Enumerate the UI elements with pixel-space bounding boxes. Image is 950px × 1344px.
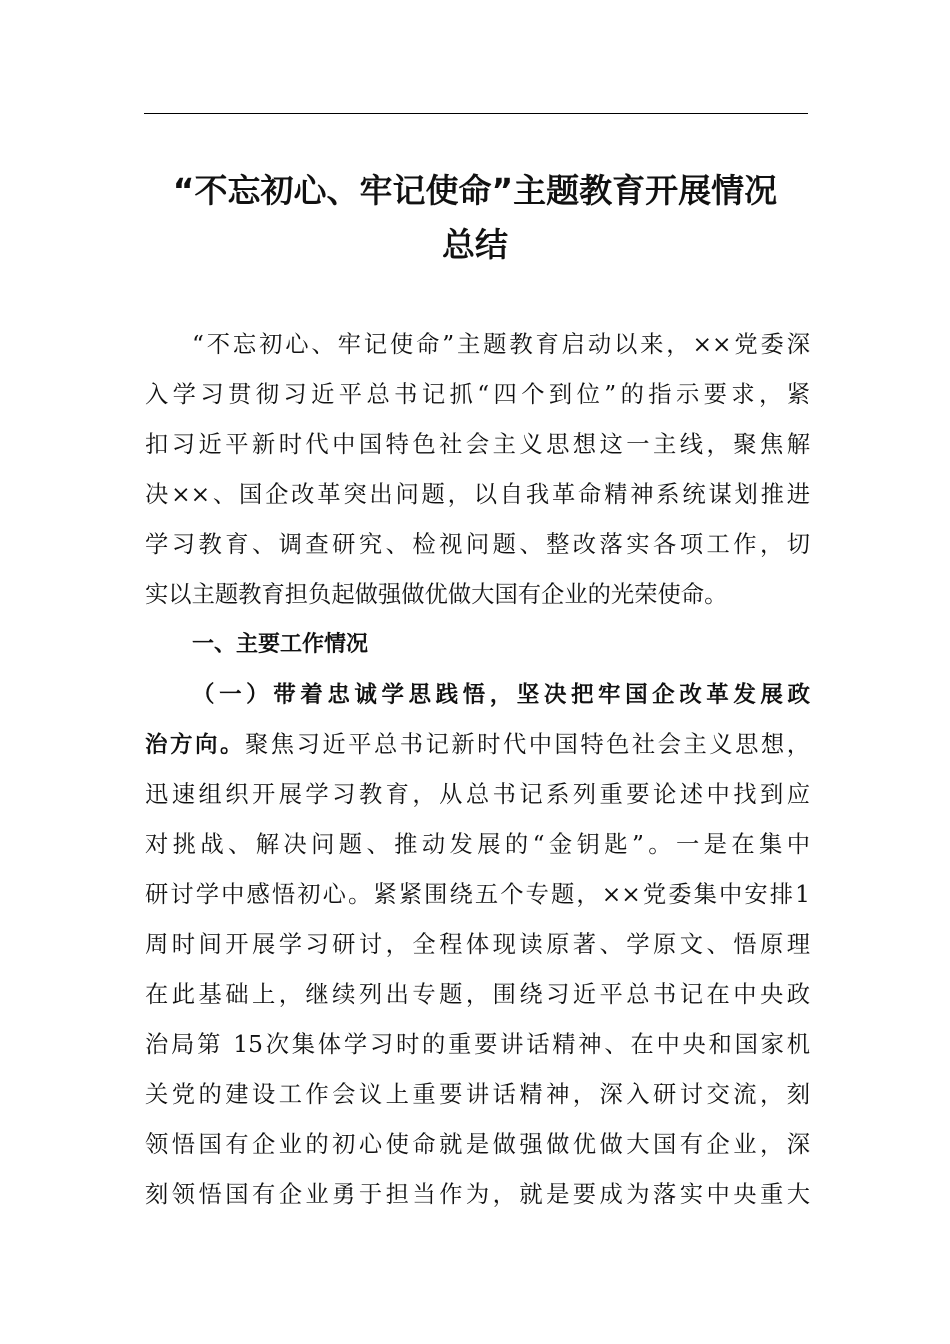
intro-line: 学习教育、调查研究、检视问题、整改落实各项工作，切 — [145, 531, 810, 558]
subsection-heading-line: （一）带着忠诚学思践悟，坚决把牢国企改革发展政 — [192, 682, 810, 708]
body-line: 周时间开展学习研讨，全程体现读原著、学原文、悟原理 — [145, 931, 810, 958]
doc-title-line2: 总结 — [442, 225, 508, 264]
body-line: 领悟国有企业的初心使命就是做强做优做大国有企业，深 — [145, 1131, 810, 1158]
body-line: 对挑战、解决问题、推动发展的“金钥匙”。一是在集中 — [145, 831, 810, 858]
body-line: 治局第 15次集体学习时的重要讲话精神、在中央和国家机 — [145, 1031, 810, 1058]
intro-line: 实以主题教育担负起做强做优做大国有企业的光荣使命。 — [145, 581, 728, 608]
subsection-line — [145, 720, 810, 770]
body-line: 研讨学中感悟初心。紧紧围绕五个专题，××党委集中安排1 — [145, 881, 810, 908]
subsection-heading-end: 治方向。 — [145, 732, 245, 758]
body-line: 在此基础上，继续列出专题，围绕习近平总书记在中央政 — [145, 981, 810, 1008]
intro-line: 扣习近平新时代中国特色社会主义思想这一主线，聚焦解 — [145, 431, 810, 458]
header-rule — [144, 113, 808, 114]
intro-line: “不忘初心、牢记使命”主题教育启动以来，××党委深 — [192, 331, 810, 358]
subsection-text: 聚焦习近平总书记新时代中国特色社会主义思想， — [245, 731, 810, 758]
doc-title-line1: “不忘初心、牢记使命”主题教育开展情况 — [172, 171, 778, 210]
body-line: 刻领悟国有企业勇于担当作为，就是要成为落实中央重大 — [145, 1181, 810, 1208]
body-line: 迅速组织开展学习教育，从总书记系列重要论述中找到应 — [145, 781, 810, 808]
body-line: 关党的建设工作会议上重要讲话精神，深入研讨交流，刻 — [145, 1081, 810, 1108]
section-heading: 一、主要工作情况 — [192, 632, 369, 657]
intro-line: 决××、国企改革突出问题，以自我革命精神系统谋划推进 — [145, 481, 810, 508]
intro-line: 入学习贯彻习近平总书记抓“四个到位”的指示要求，紧 — [145, 381, 810, 408]
